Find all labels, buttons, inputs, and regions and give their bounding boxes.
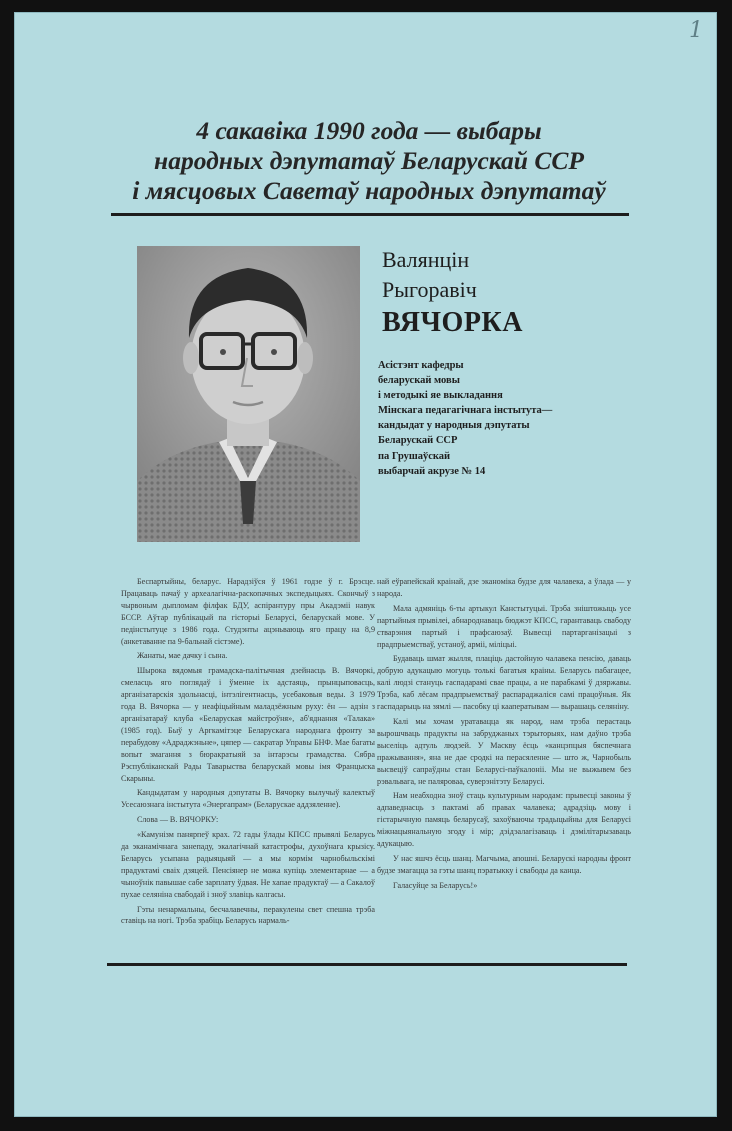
portrait-image — [137, 246, 360, 542]
body-paragraph: У нас яшчэ ёсць шанц. Магчыма, апошні. Беларускі народны фронт будзе змагацца за гэты шанц пэратыкку і свабоды да канца. — [377, 853, 631, 875]
body-paragraph: «Камунізм панярпеў крах. 72 гады ўлады КПСС прывялі Беларусь да эканамічнага занепаду, экалагічнай катастрофы, духоўнага крызісу. Беларусь усыпана радыяцыяй — а мы кормім чарнобыльскімі прадуктамі сваіх дзяцей. Пенсіянер не можа купіць элементарнае — а чыноўнік павышае сабе зарплату ўдвая. Не хапае прадуктаў — а Сакалоў пухае селяніна свабодай і зноў злавіць калгасы. — [121, 830, 375, 899]
description-line: выбарчай акрузе № 14 — [378, 465, 486, 477]
body-text-left-column — [121, 576, 375, 930]
body-paragraph: Шырока вядомыя грамадска-палітычная дзейнасць В. Вячоркі, смеласць яго поглядаў і ўменне іх адстаяць, прынцыповасць, арганізатарскія здольнасці, інтэлігентнасць, усебаковыя веды. З 1979 года В. Вячорка — у неафіцыйным маладзёжным руху: ён — адзін з арганізатараў клуба «Беларуская майстроўня», аб'яднання «Талака» (1985 год). Быў у Аргкамітэце Беларускага народнага фронту за перабудову «Адраджэньне», цяпер — сакратар Управы БНФ. Мае багаты вопыт змагання з бюракратыяй за інтарэсы грамадства. Сябра Рэспубліканскай Рады Таварыства беларускай мовы імя Францыска Скарыны. — [121, 666, 375, 783]
body-paragraph: Калі мы хочам уратавацца як народ, нам трэба перастаць вырошчваць прадукты на забруджаных тэрыторыях, нам даўно трэба выселіць адтуль людзей. У Маскву ёсць «канцэпцыя бяспечнага пражывання», яна не дае сродкі на перасяленне — што ж, Чарнобыль высвеціў сапраўдны стан Беларусі-паўкалоніі. Мы не выжывем без рэвальвага, не паляроваа, суверэнітэту Беларусі. — [377, 716, 631, 786]
leaflet-sheet — [14, 12, 717, 1117]
candidate-description — [378, 358, 598, 479]
body-paragraph: Жанаты, мае дачку і сына. — [137, 651, 228, 661]
description-line: кандыдат у народныя дэпутаты — [378, 420, 530, 432]
description-line: Беларускай ССР — [378, 435, 458, 447]
election-headline — [74, 116, 664, 206]
body-paragraph: Мала адмяніць 6-ты артыкул Канстытуцыі. Трэба зніштожыць усе партыйныя прывілеі, абнароднаваць бюджэт КПСС, гарантаваць свабоду стварэння партый і прафсаюзаў. Вывесці партарганізацыі з прадпрыемстваў, устаноў, арміі, міліцыі. — [377, 603, 631, 649]
description-line: Мінскага педагагічнага інстытута— — [378, 405, 553, 417]
body-paragraph: Беспартыйны, беларус. Нарадзіўся ў 1961 годзе ў г. Брэсце. Працаваць пачаў у археалагічна-раскопачных экспедыцыях. Скончыў з чырвоным дыпломам філфак БДУ, аспірантуру пры Акадэміі навук БССР. Аўтар публікацый па гісторыі Беларусі, беларускай мове. У педінстытуце з 1986 года. Студэнты ацэньваюць яго працу на 8,9 (анкетаванне па 9-бальнай сістэме). — [121, 577, 375, 646]
headline-divider — [111, 213, 629, 216]
candidate-name — [382, 245, 682, 341]
description-line: беларускай мовы — [378, 375, 460, 387]
candidate-portrait-photo — [137, 246, 360, 542]
body-text-right-column — [377, 576, 631, 895]
candidate-surname: ВЯЧОРКА — [382, 307, 523, 338]
headline-line-3: і мясцовых Саветаў народных дэпутатаў — [132, 176, 606, 205]
body-paragraph: най еўрапейскай краінай, дзе эканоміка будзе для чалавека, а ўлада — у народа. — [377, 577, 631, 598]
page-number-mark: 1 — [689, 18, 703, 43]
description-line: Асістэнт кафедры — [378, 360, 464, 371]
body-paragraph: Слова — В. ВЯЧОРКУ: — [137, 815, 219, 825]
body-paragraph: Гэты ненармальны, бесчалавечны, перакулены свет спешна трэба ставіць на ногі. Трэба зрабіць Беларусь нармаль- — [121, 904, 375, 926]
body-paragraph: Будаваць шмат жылля, плаціць дастойную чалавека пенсію, даваць добрую адукацыю могуць толькі багатыя краіны. Беларусь пабагацее, калі людзі стануць гаспадарамі свае працы, а не парабкамі ў дзяржавы. Трэба, каб лёсам прадпрыемстваў распараджаліся самі працоўныя. Як гаспадарыць на зямлі — пасобку ці кааператывам — вырашаць селяніну. — [377, 654, 631, 712]
candidate-first-name: Валянцін — [382, 247, 470, 272]
description-line: і методыкі яе выкладання — [378, 390, 503, 402]
headline-line-1: 4 сакавіка 1990 года — выбары — [196, 116, 542, 145]
candidate-patronymic: Рыгоравіч — [382, 277, 477, 302]
body-paragraph: Нам неабходна зноў стаць культурным народам: прывесці законы ў адпаведнасць з пактамі аб правах чалавека; адрадзіць мову і гістарычную памяць беларусаў, захоўваючы традыцыйны для Беларусі міжнацыянальную згоду і мір; дэідэалагізаваць і дэмілітарызаваць адукацыю. — [377, 791, 631, 849]
bottom-divider — [107, 963, 627, 966]
body-paragraph: Кандыдатам у народныя дэпутаты В. Вячорку вылучыў калектыў Усесаюзнага інстытута «Энергапрам» (Беларускае аддзяленне). — [121, 788, 375, 810]
body-paragraph: Галасуйце за Беларусь!» — [393, 880, 478, 890]
description-line: па Грушаўскай — [378, 450, 451, 462]
headline-line-2: народных дэпутатаў Беларускай ССР — [154, 146, 584, 175]
